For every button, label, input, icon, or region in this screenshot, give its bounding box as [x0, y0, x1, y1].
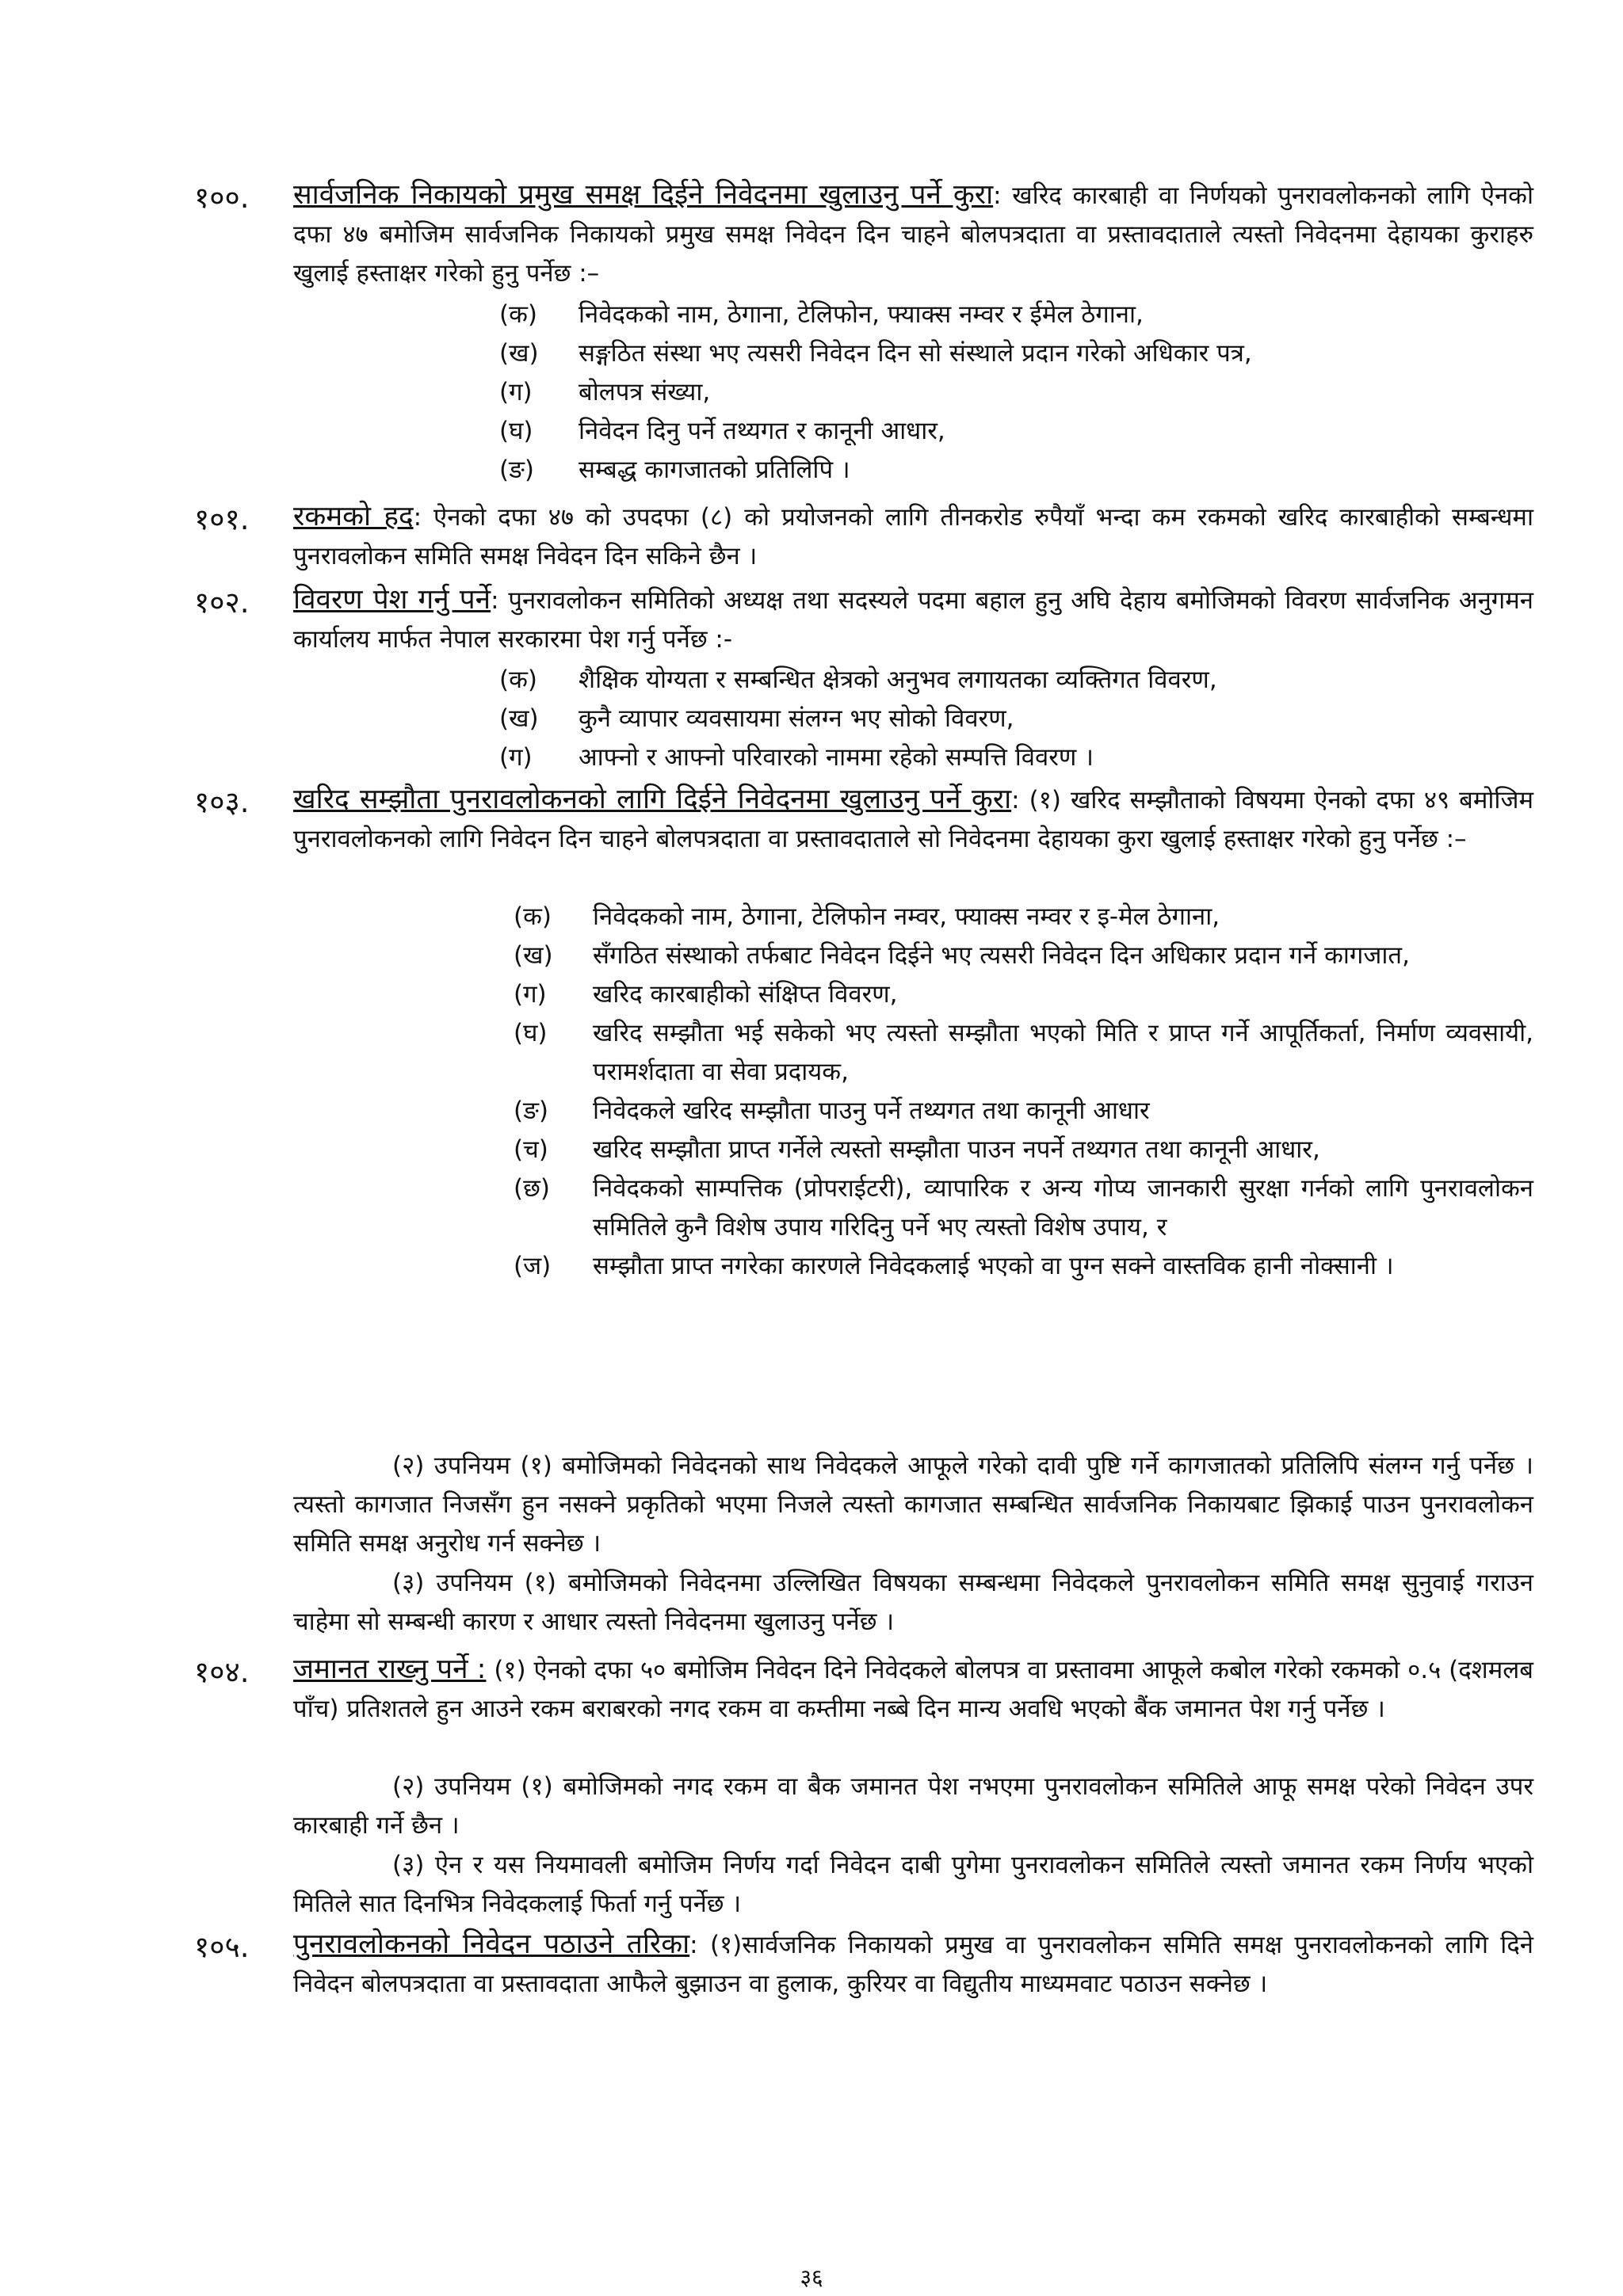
list-item: (ख) कुनै व्यापार व्यवसायमा संलग्न भए सोको विवरण,: [499, 704, 1014, 733]
section-body: : (१) खरिद सम्झौताको विषयमा ऐनको दफा ४९ बमोजिम पुनरावलोकनको लागि निवेदन दिन चाहने बोलपत्रदाता वा प्रस्तावदाताले सो निवेदनमा देहायका कुरा खुलाई हस्ताक्षर गरेको हुनु पर्नेछ :–: [293, 786, 1533, 853]
subrule-2: (२) उपनियम (१) बमोजिमको नगद रकम वा बैक जमानत पेश नभएमा पुनरावलोकन समितिले आफू समक्ष परेको निवेदन उपर कारबाही गर्ने छैन ।: [293, 1772, 1533, 1840]
list-item: (ङ) निवेदकले खरिद सम्झौता पाउनु पर्ने तथ्यगत तथा कानूनी आधार: [514, 1097, 1150, 1125]
section-paragraph: [293, 1925, 1533, 2004]
list-item: (घ) खरिद सम्झौता भई सकेको भए त्यस्तो सम्झौता भएको मिति र प्राप्त गर्ने आपूर्तिकर्ता, निर्माण व्यवसायी, परामर्शदाता वा सेवा प्रदायक,: [514, 1019, 1533, 1086]
section-paragraph: [293, 176, 1533, 293]
section-body: : पुनरावलोकन समितिको अध्यक्ष तथा सदस्यले पदमा बहाल हुनु अघि देहाय बमोजिमको विवरण सार्वजनिक अनुगमन कार्यालय मार्फत नेपाल सरकारमा पेश गर्नु पर्नेछ :-: [293, 586, 1533, 654]
list-item: (ग) आफ्नो र आफ्नो परिवारको नाममा रहेको सम्पत्ति विवरण ।: [499, 743, 1094, 772]
subrule-3: (३) ऐन र यस नियमावली बमोजिम निर्णय गर्दा निवेदन दाबी पुगेमा पुनरावलोकन समितिले त्यस्तो जमानत रकम निर्णय भएको मितिले सात दिनभित्र निवेदकलाई फिर्ता गर्नु पर्नेछ ।: [293, 1851, 1533, 1918]
subrule-2: (२) उपनियम (१) बमोजिमको निवेदनको साथ निवेदकले आफूले गरेको दावी पुष्टि गर्ने कागजातको प्रतिलिपि संलग्न गर्नु पर्नेछ । त्यस्तो कागजात निजसँग हुन नसक्ने प्रकृतिको भएमा निजले त्यस्तो कागजात सम्बन्धित सार्वजनिक निकायबाट झिकाई पाउन पुनरावलोकन समिति समक्ष अनुरोध गर्न सक्नेछ ।: [293, 1451, 1533, 1558]
section-paragraph: [293, 780, 1533, 859]
section-heading: विवरण पेश गर्नु पर्ने: [293, 584, 491, 616]
list-item: (ग) खरिद कारबाहीको संक्षिप्त विवरण,: [514, 980, 898, 1009]
list-item: (घ) निवेदन दिनु पर्ने तथ्यगत र कानूनी आधार,: [499, 417, 945, 445]
subrule-3: (३) उपनियम (१) बमोजिमको निवेदनमा उल्लिखित विषयका सम्बन्धमा निवेदकले पुनरावलोकन समिति समक्ष सुनुवाई गराउन चाहेमा सो सम्बन्धी कारण र आधार त्यस्तो निवेदनमा खुलाउनु पर्नेछ ।: [293, 1569, 1533, 1636]
section-body: : ऐनको दफा ४७ को उपदफा (८) को प्रयोजनको लागि तीनकरोड रुपैयाँ भन्दा कम रकमको खरिद कारबाहीको सम्बन्धमा पुनरावलोकन समिति समक्ष निवेदन दिन सकिने छैन ।: [293, 503, 1533, 570]
section-paragraph: [293, 581, 1533, 659]
list-item: (च) खरिद सम्झौता प्राप्त गर्नेले त्यस्तो सम्झौता पाउन नपर्ने तथ्यगत तथा कानूनी आधार,: [514, 1135, 1320, 1164]
section-body: : खरिद कारबाही वा निर्णयको पुनरावलोकनको लागि ऐनको दफा ४७ बमोजिम सार्वजनिक निकायको प्रमुख समक्ष निवेदन दिन चाहने बोलपत्रदाता वा प्रस्तावदाताले त्यस्तो निवेदनमा देहायका कुराहरु खुलाई हस्ताक्षर गरेको हुनु पर्नेछ :–: [293, 181, 1534, 288]
section-heading: रकमको हद: [293, 501, 414, 532]
list-item: (ङ) सम्बद्ध कागजातको प्रतिलिपि ।: [499, 456, 850, 484]
section-number: १००.: [194, 181, 250, 215]
list-item: (क) निवेदकको नाम, ठेगाना, टेलिफोन, फ्याक्स नम्वर र ईमेल ठेगाना,: [499, 300, 1144, 329]
list-item: (क) निवेदकको नाम, ठेगाना, टेलिफोन नम्वर, फ्याक्स नम्वर र इ-मेल ठेगाना,: [514, 902, 1220, 931]
section-number: १०२.: [194, 585, 250, 620]
section-number: १०१.: [194, 502, 250, 536]
section-heading: सार्वजनिक निकायको प्रमुख समक्ष दिईने निवेदनमा खुलाउनु पर्ने कुरा: [293, 179, 994, 211]
section-100-items: [499, 296, 1533, 490]
section-heading: खरिद सम्झौता पुनरावलोकनको लागि दिईने निवेदनमा खुलाउनु पर्ने कुरा: [293, 784, 1012, 815]
section-paragraph: [293, 498, 1533, 576]
section-body: : (१)सार्वजनिक निकायको प्रमुख वा पुनरावलोकन समिति समक्ष पुनरावलोकनको लागि दिने निवेदन बोलपत्रदाता वा प्रस्तावदाता आफैले बुझाउन वा हुलाक, कुरियर वा विद्युतीय माध्यमवाट पठाउन सक्नेछ ।: [293, 1931, 1533, 1998]
list-item: (ख) सँगठित संस्थाको तर्फबाट निवेदन दिईने भए त्यसरी निवेदन दिन अधिकार प्रदान गर्ने कागजात,: [514, 941, 1410, 970]
section-heading: जमानत राख्नु पर्ने :: [293, 1653, 487, 1685]
section-number: १०५.: [194, 1930, 250, 1964]
list-item: (ग) बोलपत्र संख्या,: [499, 378, 711, 406]
section-heading: पुनरावलोकनको निवेदन पठाउने तरिका: [293, 1928, 690, 1960]
section-number: १०४.: [194, 1655, 250, 1689]
section-paragraph: [293, 1650, 1533, 1729]
list-item: (ख) सङ्गठित संस्था भए त्यसरी निवेदन दिन सो संस्थाले प्रदान गरेको अधिकार पत्र,: [499, 339, 1252, 368]
section-number: १०३.: [194, 785, 250, 819]
list-item: (छ) निवेदकको साम्पत्तिक (प्रोपराईटरी), व्यापारिक र अन्य गोप्य जानकारी सुरक्षा गर्नको लागि पुनरावलोकन समितिले कुनै विशेष उपाय गरिदिनु पर्ने भए त्यस्तो विशेष उपाय, र: [514, 1174, 1533, 1241]
page-number: ३६: [800, 2264, 823, 2290]
list-item: (क) शैक्षिक योग्यता र सम्बन्धित क्षेत्रको अनुभव लगायतका व्यक्तिगत विवरण,: [499, 666, 1217, 694]
section-103-items: [514, 898, 1533, 1286]
section-body: (१) ऐनको दफा ५० बमोजिम निवेदन दिने निवेदकले बोलपत्र वा प्रस्तावमा आफूले कबोल गरेको रकमको ०.५ (दशमलब पाँच) प्रतिशतले हुन आउने रकम बराबरको नगद रकम वा कम्तीमा नब्बे दिन मान्य अवधि भएको बैंक जमानत पेश गर्नु पर्नेछ ।: [293, 1656, 1533, 1723]
list-item: (ज) सम्झौता प्राप्त नगरेका कारणले निवेदकलाई भएको वा पुग्न सक्ने वास्तविक हानी नोक्सानी ।: [514, 1252, 1394, 1280]
section-102-items: [499, 661, 1533, 777]
